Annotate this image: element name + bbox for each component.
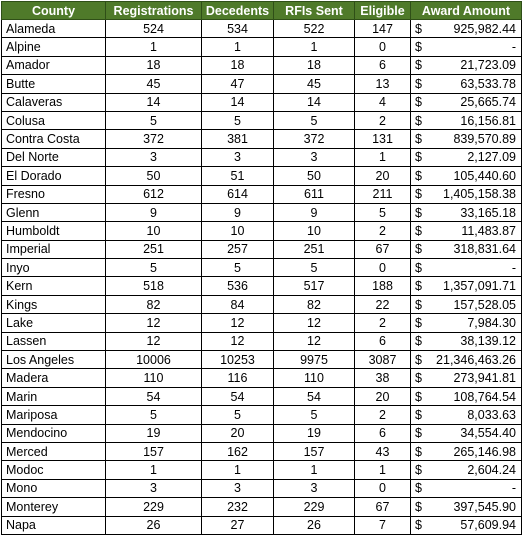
award-value: - xyxy=(511,481,516,496)
cell-award-amount xyxy=(411,130,522,148)
currency-symbol: $ xyxy=(415,334,422,349)
cell-rfis-sent: 18 xyxy=(274,56,355,74)
cell-county: Glenn xyxy=(2,203,106,221)
currency-symbol: $ xyxy=(415,150,422,165)
cell-award-amount xyxy=(411,148,522,166)
table-row xyxy=(2,351,522,369)
cell-rfis-sent: 12 xyxy=(274,332,355,350)
currency-symbol: $ xyxy=(415,132,422,147)
cell-award-amount xyxy=(411,38,522,56)
cell-award-amount xyxy=(411,56,522,74)
table-row xyxy=(2,332,522,350)
award-value: 2,127.09 xyxy=(467,150,516,165)
cell-decedents: 1 xyxy=(202,461,274,479)
cell-county: Alpine xyxy=(2,38,106,56)
cell-registrations: 26 xyxy=(106,516,202,534)
currency-symbol: $ xyxy=(415,407,422,422)
cell-award-amount xyxy=(411,93,522,111)
cell-rfis-sent: 372 xyxy=(274,130,355,148)
cell-registrations: 3 xyxy=(106,148,202,166)
cell-county: Amador xyxy=(2,56,106,74)
cell-award-amount xyxy=(411,240,522,258)
cell-rfis-sent: 3 xyxy=(274,479,355,497)
currency-symbol: $ xyxy=(415,242,422,257)
cell-rfis-sent: 50 xyxy=(274,167,355,185)
cell-eligible: 22 xyxy=(355,295,411,313)
currency-symbol: $ xyxy=(415,187,422,202)
cell-decedents: 1 xyxy=(202,38,274,56)
cell-eligible: 38 xyxy=(355,369,411,387)
cell-registrations: 157 xyxy=(106,442,202,460)
currency-symbol: $ xyxy=(415,389,422,404)
table-row xyxy=(2,148,522,166)
cell-rfis-sent: 9975 xyxy=(274,351,355,369)
cell-county: Monterey xyxy=(2,498,106,516)
cell-eligible: 5 xyxy=(355,203,411,221)
cell-eligible: 211 xyxy=(355,185,411,203)
table-row xyxy=(2,240,522,258)
county-awards-table xyxy=(1,1,522,535)
currency-symbol: $ xyxy=(415,297,422,312)
cell-rfis-sent: 229 xyxy=(274,498,355,516)
currency-symbol: $ xyxy=(415,518,422,533)
cell-registrations: 54 xyxy=(106,387,202,405)
award-value: 2,604.24 xyxy=(467,463,516,478)
cell-decedents: 51 xyxy=(202,167,274,185)
cell-decedents: 5 xyxy=(202,111,274,129)
cell-registrations: 14 xyxy=(106,93,202,111)
cell-rfis-sent: 26 xyxy=(274,516,355,534)
award-value: 318,831.64 xyxy=(453,242,516,257)
currency-symbol: $ xyxy=(415,315,422,330)
cell-county: Contra Costa xyxy=(2,130,106,148)
header-decedents[interactable]: Decedents xyxy=(202,2,274,20)
cell-rfis-sent: 517 xyxy=(274,277,355,295)
award-value: 33,165.18 xyxy=(460,205,516,220)
cell-decedents: 14 xyxy=(202,93,274,111)
award-value: 839,570.89 xyxy=(453,132,516,147)
table-row xyxy=(2,259,522,277)
cell-registrations: 3 xyxy=(106,479,202,497)
cell-rfis-sent: 3 xyxy=(274,148,355,166)
cell-award-amount xyxy=(411,295,522,313)
table-row xyxy=(2,130,522,148)
award-value: 105,440.60 xyxy=(453,168,516,183)
currency-symbol: $ xyxy=(415,58,422,73)
cell-decedents: 27 xyxy=(202,516,274,534)
currency-symbol: $ xyxy=(415,40,422,55)
currency-symbol: $ xyxy=(415,499,422,514)
cell-decedents: 12 xyxy=(202,314,274,332)
cell-county: Lassen xyxy=(2,332,106,350)
table-row xyxy=(2,167,522,185)
table-row xyxy=(2,314,522,332)
cell-rfis-sent: 1 xyxy=(274,38,355,56)
cell-county: Butte xyxy=(2,75,106,93)
cell-rfis-sent: 5 xyxy=(274,111,355,129)
cell-registrations: 12 xyxy=(106,332,202,350)
award-value: 25,665.74 xyxy=(460,95,516,110)
table-row xyxy=(2,369,522,387)
cell-award-amount xyxy=(411,516,522,534)
cell-award-amount xyxy=(411,332,522,350)
cell-decedents: 3 xyxy=(202,479,274,497)
currency-symbol: $ xyxy=(415,481,422,496)
cell-eligible: 131 xyxy=(355,130,411,148)
cell-decedents: 257 xyxy=(202,240,274,258)
award-value: 63,533.78 xyxy=(460,76,516,91)
cell-registrations: 518 xyxy=(106,277,202,295)
cell-rfis-sent: 19 xyxy=(274,424,355,442)
currency-symbol: $ xyxy=(415,444,422,459)
cell-county: Mariposa xyxy=(2,406,106,424)
table-row xyxy=(2,111,522,129)
award-value: 1,357,091.71 xyxy=(443,279,516,294)
award-value: 108,764.54 xyxy=(453,389,516,404)
table-row xyxy=(2,93,522,111)
cell-county: Mono xyxy=(2,479,106,497)
cell-decedents: 18 xyxy=(202,56,274,74)
award-value: 8,033.63 xyxy=(467,407,516,422)
cell-eligible: 0 xyxy=(355,38,411,56)
cell-registrations: 12 xyxy=(106,314,202,332)
cell-award-amount xyxy=(411,111,522,129)
table-row xyxy=(2,20,522,38)
currency-symbol: $ xyxy=(415,95,422,110)
cell-eligible: 6 xyxy=(355,332,411,350)
award-value: 34,554.40 xyxy=(460,426,516,441)
cell-eligible: 1 xyxy=(355,461,411,479)
cell-registrations: 1 xyxy=(106,38,202,56)
currency-symbol: $ xyxy=(415,168,422,183)
cell-rfis-sent: 611 xyxy=(274,185,355,203)
currency-symbol: $ xyxy=(415,371,422,386)
cell-rfis-sent: 110 xyxy=(274,369,355,387)
cell-award-amount xyxy=(411,351,522,369)
cell-registrations: 50 xyxy=(106,167,202,185)
cell-decedents: 116 xyxy=(202,369,274,387)
cell-award-amount xyxy=(411,424,522,442)
award-value: 7,984.30 xyxy=(467,315,516,330)
table-row xyxy=(2,38,522,56)
cell-decedents: 162 xyxy=(202,442,274,460)
cell-county: Fresno xyxy=(2,185,106,203)
cell-rfis-sent: 45 xyxy=(274,75,355,93)
cell-rfis-sent: 5 xyxy=(274,406,355,424)
table-row xyxy=(2,75,522,93)
cell-county: Calaveras xyxy=(2,93,106,111)
table-body xyxy=(2,20,522,535)
currency-symbol: $ xyxy=(415,463,422,478)
cell-eligible: 67 xyxy=(355,498,411,516)
cell-eligible: 20 xyxy=(355,167,411,185)
cell-award-amount xyxy=(411,185,522,203)
header-rfis-sent[interactable]: RFIs Sent xyxy=(274,2,355,20)
cell-county: Del Norte xyxy=(2,148,106,166)
cell-rfis-sent: 1 xyxy=(274,461,355,479)
award-value: 57,609.94 xyxy=(460,518,516,533)
cell-decedents: 12 xyxy=(202,332,274,350)
cell-registrations: 1 xyxy=(106,461,202,479)
cell-award-amount xyxy=(411,259,522,277)
table-row xyxy=(2,277,522,295)
cell-decedents: 534 xyxy=(202,20,274,38)
cell-registrations: 5 xyxy=(106,406,202,424)
cell-decedents: 614 xyxy=(202,185,274,203)
cell-county: Alameda xyxy=(2,20,106,38)
table-row xyxy=(2,479,522,497)
cell-decedents: 9 xyxy=(202,203,274,221)
award-value: 16,156.81 xyxy=(460,113,516,128)
cell-eligible: 7 xyxy=(355,516,411,534)
cell-award-amount xyxy=(411,75,522,93)
cell-decedents: 10 xyxy=(202,222,274,240)
award-value: - xyxy=(511,260,516,275)
cell-rfis-sent: 14 xyxy=(274,93,355,111)
cell-registrations: 524 xyxy=(106,20,202,38)
table-row xyxy=(2,387,522,405)
cell-decedents: 536 xyxy=(202,277,274,295)
cell-eligible: 0 xyxy=(355,479,411,497)
award-value: 38,139.12 xyxy=(460,334,516,349)
cell-county: Marin xyxy=(2,387,106,405)
cell-award-amount xyxy=(411,461,522,479)
table-row xyxy=(2,424,522,442)
cell-award-amount xyxy=(411,167,522,185)
cell-award-amount xyxy=(411,479,522,497)
currency-symbol: $ xyxy=(415,76,422,91)
cell-county: Kern xyxy=(2,277,106,295)
header-row xyxy=(2,2,522,20)
cell-registrations: 229 xyxy=(106,498,202,516)
cell-rfis-sent: 5 xyxy=(274,259,355,277)
cell-registrations: 82 xyxy=(106,295,202,313)
currency-symbol: $ xyxy=(415,260,422,275)
cell-county: Napa xyxy=(2,516,106,534)
cell-registrations: 5 xyxy=(106,111,202,129)
award-value: 397,545.90 xyxy=(453,499,516,514)
cell-eligible: 3087 xyxy=(355,351,411,369)
table-row xyxy=(2,516,522,534)
cell-county: Lake xyxy=(2,314,106,332)
cell-award-amount xyxy=(411,222,522,240)
award-value: - xyxy=(511,40,516,55)
award-value: 273,941.81 xyxy=(453,371,516,386)
cell-eligible: 2 xyxy=(355,314,411,332)
cell-eligible: 147 xyxy=(355,20,411,38)
cell-award-amount xyxy=(411,203,522,221)
cell-award-amount xyxy=(411,20,522,38)
cell-rfis-sent: 157 xyxy=(274,442,355,460)
table-row xyxy=(2,498,522,516)
table-row xyxy=(2,295,522,313)
cell-county: Mendocino xyxy=(2,424,106,442)
cell-eligible: 1 xyxy=(355,148,411,166)
cell-decedents: 381 xyxy=(202,130,274,148)
cell-award-amount xyxy=(411,406,522,424)
cell-rfis-sent: 522 xyxy=(274,20,355,38)
cell-rfis-sent: 10 xyxy=(274,222,355,240)
cell-eligible: 6 xyxy=(355,424,411,442)
award-value: 21,346,463.26 xyxy=(436,352,516,367)
cell-eligible: 67 xyxy=(355,240,411,258)
cell-eligible: 20 xyxy=(355,387,411,405)
cell-decedents: 84 xyxy=(202,295,274,313)
cell-award-amount xyxy=(411,387,522,405)
cell-eligible: 6 xyxy=(355,56,411,74)
cell-award-amount xyxy=(411,277,522,295)
cell-registrations: 45 xyxy=(106,75,202,93)
cell-eligible: 0 xyxy=(355,259,411,277)
header-county[interactable]: County xyxy=(2,2,106,20)
cell-eligible: 188 xyxy=(355,277,411,295)
cell-county: Humboldt xyxy=(2,222,106,240)
currency-symbol: $ xyxy=(415,426,422,441)
currency-symbol: $ xyxy=(415,279,422,294)
award-value: 265,146.98 xyxy=(453,444,516,459)
table-row xyxy=(2,442,522,460)
cell-registrations: 5 xyxy=(106,259,202,277)
table-row xyxy=(2,222,522,240)
award-value: 925,982.44 xyxy=(453,21,516,36)
cell-eligible: 2 xyxy=(355,111,411,129)
cell-county: Madera xyxy=(2,369,106,387)
cell-eligible: 13 xyxy=(355,75,411,93)
cell-decedents: 232 xyxy=(202,498,274,516)
header-registrations[interactable]: Registrations xyxy=(106,2,202,20)
header-eligible[interactable]: Eligible xyxy=(355,2,411,20)
cell-eligible: 4 xyxy=(355,93,411,111)
cell-eligible: 2 xyxy=(355,406,411,424)
cell-award-amount xyxy=(411,442,522,460)
cell-decedents: 54 xyxy=(202,387,274,405)
cell-county: El Dorado xyxy=(2,167,106,185)
currency-symbol: $ xyxy=(415,205,422,220)
table-row xyxy=(2,406,522,424)
cell-registrations: 18 xyxy=(106,56,202,74)
cell-decedents: 5 xyxy=(202,259,274,277)
cell-award-amount xyxy=(411,369,522,387)
cell-registrations: 9 xyxy=(106,203,202,221)
cell-decedents: 5 xyxy=(202,406,274,424)
cell-county: Kings xyxy=(2,295,106,313)
currency-symbol: $ xyxy=(415,21,422,36)
cell-eligible: 2 xyxy=(355,222,411,240)
cell-registrations: 19 xyxy=(106,424,202,442)
cell-registrations: 10 xyxy=(106,222,202,240)
cell-county: Colusa xyxy=(2,111,106,129)
cell-decedents: 47 xyxy=(202,75,274,93)
cell-rfis-sent: 251 xyxy=(274,240,355,258)
cell-county: Merced xyxy=(2,442,106,460)
table-row xyxy=(2,56,522,74)
cell-registrations: 110 xyxy=(106,369,202,387)
currency-symbol: $ xyxy=(415,352,422,367)
cell-registrations: 251 xyxy=(106,240,202,258)
cell-award-amount xyxy=(411,314,522,332)
award-value: 21,723.09 xyxy=(460,58,516,73)
table-row xyxy=(2,461,522,479)
currency-symbol: $ xyxy=(415,113,422,128)
award-value: 11,483.87 xyxy=(461,223,516,238)
cell-rfis-sent: 9 xyxy=(274,203,355,221)
cell-registrations: 612 xyxy=(106,185,202,203)
cell-county: Los Angeles xyxy=(2,351,106,369)
cell-rfis-sent: 12 xyxy=(274,314,355,332)
cell-rfis-sent: 54 xyxy=(274,387,355,405)
cell-award-amount xyxy=(411,498,522,516)
cell-eligible: 43 xyxy=(355,442,411,460)
cell-decedents: 10253 xyxy=(202,351,274,369)
cell-registrations: 372 xyxy=(106,130,202,148)
award-value: 157,528.05 xyxy=(453,297,516,312)
currency-symbol: $ xyxy=(415,223,422,238)
cell-decedents: 3 xyxy=(202,148,274,166)
cell-decedents: 20 xyxy=(202,424,274,442)
cell-county: Imperial xyxy=(2,240,106,258)
table-row xyxy=(2,203,522,221)
award-value: 1,405,158.38 xyxy=(443,187,516,202)
table-row xyxy=(2,185,522,203)
cell-county: Modoc xyxy=(2,461,106,479)
cell-county: Inyo xyxy=(2,259,106,277)
cell-registrations: 10006 xyxy=(106,351,202,369)
cell-rfis-sent: 82 xyxy=(274,295,355,313)
header-award-amount[interactable]: Award Amount xyxy=(411,2,522,20)
